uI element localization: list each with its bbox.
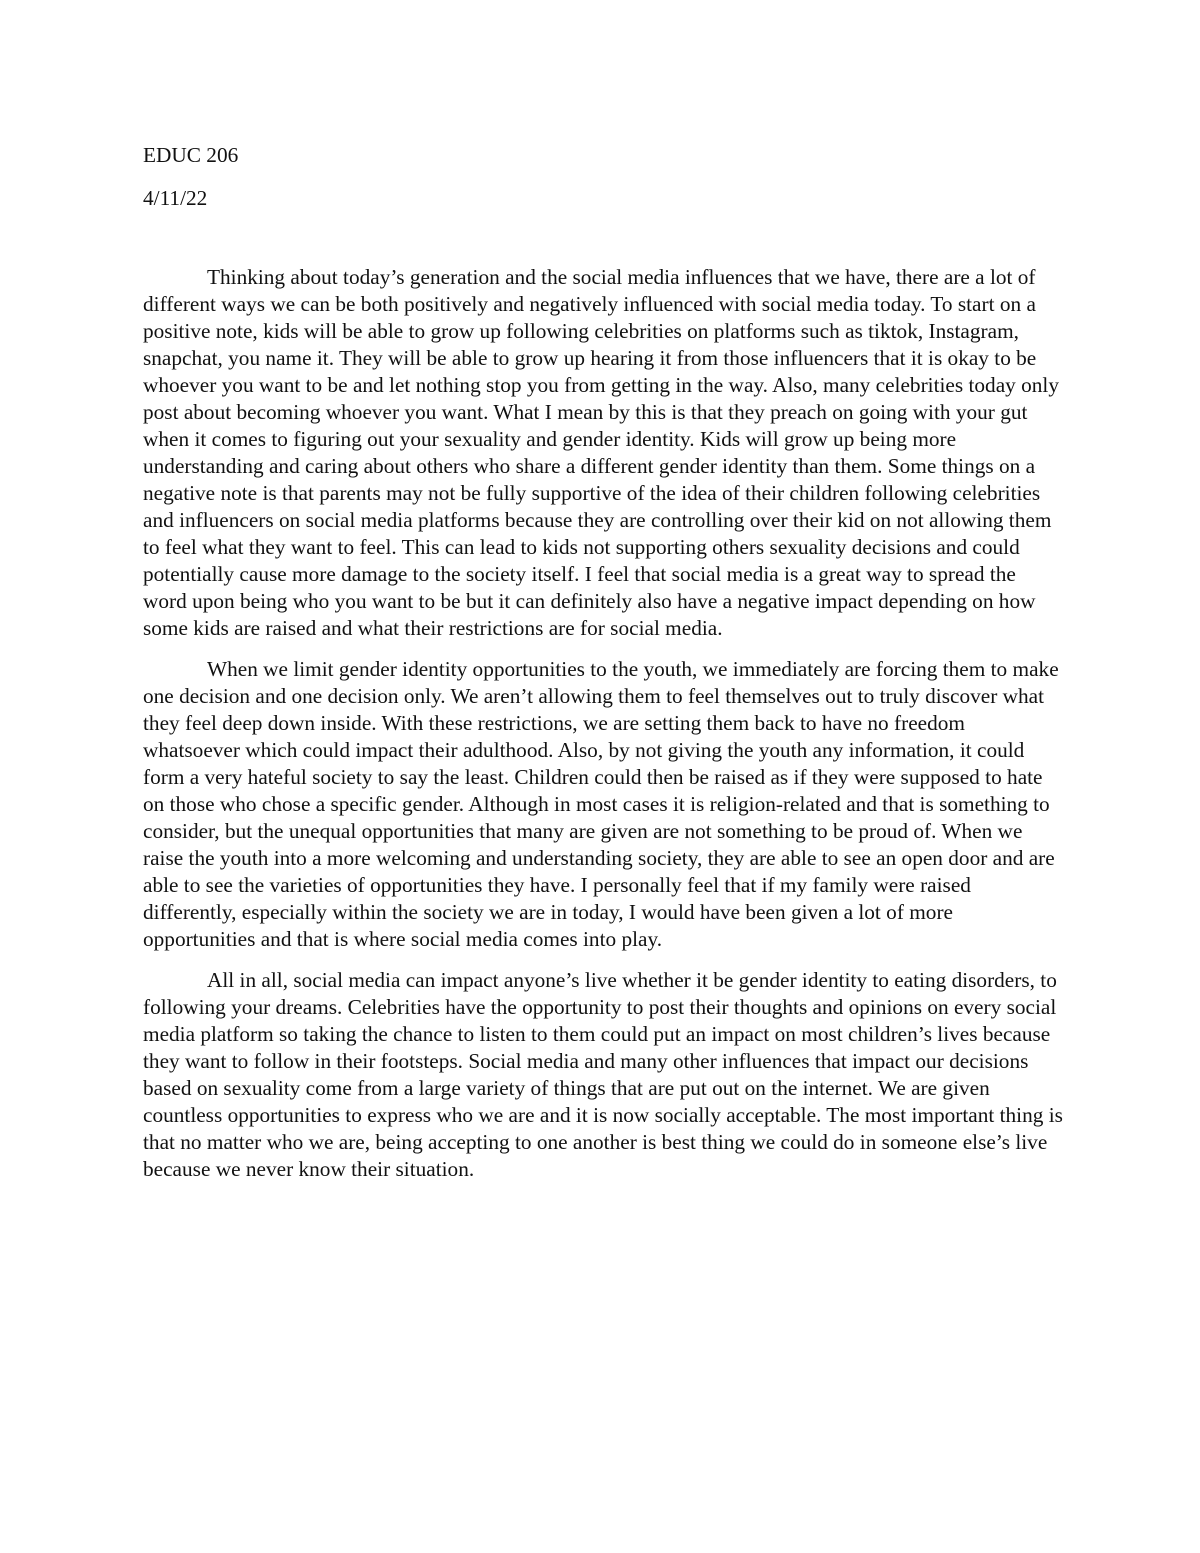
document-body [143,142,1063,1197]
paragraph-1: Thinking about today’s generation and the social media influences that we have, there are a lot of different ways we can be both positively and negatively influenced with social media today. To start on a positive note, kids will be able to grow up following celebrities on platforms such as tiktok, Instagram, snapchat, you name it. They will be able to grow up hearing it from those influencers that it is okay to be whoever you want to be and let nothing stop you from getting in the way. Also, many celebrities today only post about becoming whoever you want. What I mean by this is that they preach on going with your gut when it comes to figuring out your sexuality and gender identity. Kids will grow up being more understanding and caring about others who share a different gender identity than them. Some things on a negative note is that parents may not be fully supportive of the idea of their children following celebrities and influencers on social media platforms because they are controlling over their kid on not allowing them to feel what they want to feel. This can lead to kids not supporting others sexuality decisions and could potentially cause more damage to the society itself. I feel that social media is a great way to spread the word upon being who you want to be but it can definitely also have a negative impact depending on how some kids are raised and what their restrictions are for social media. [143,265,1059,640]
paragraph-3: All in all, social media can impact anyone’s live whether it be gender identity to eating disorders, to following your dreams. Celebrities have the opportunity to post their thoughts and opinions on every social media platform so taking the chance to listen to them could put an impact on most children’s lives because they want to follow in their footsteps. Social media and many other influences that impact our decisions based on sexuality come from a large variety of things that are put out on the internet. We are given countless opportunities to express who we are and it is now socially acceptable. The most important thing is that no matter who we are, being accepting to one another is best thing we could do in someone else’s live because we never know their situation. [143,968,1063,1181]
document-date: 4/11/22 [143,186,208,210]
paragraph-2: When we limit gender identity opportunities to the youth, we immediately are forcing them to make one decision and one decision only. We aren’t allowing them to feel themselves out to truly discover what they feel deep down inside. With these restrictions, we are setting them back to have no freedom whatsoever which could impact their adulthood. Also, by not giving the youth any information, it could form a very hateful society to say the least. Children could then be raised as if they were supposed to hate on those who chose a specific gender. Although in most cases it is religion-related and that is something to consider, but the unequal opportunities that many are given are not something to be proud of. When we raise the youth into a more welcoming and understanding society, they are able to see an open door and are able to see the varieties of opportunities they have. I personally feel that if my family were raised differently, especially within the society we are in today, I would have been given a lot of more opportunities and that is where social media comes into play. [143,657,1059,951]
course-code: EDUC 206 [143,143,239,167]
